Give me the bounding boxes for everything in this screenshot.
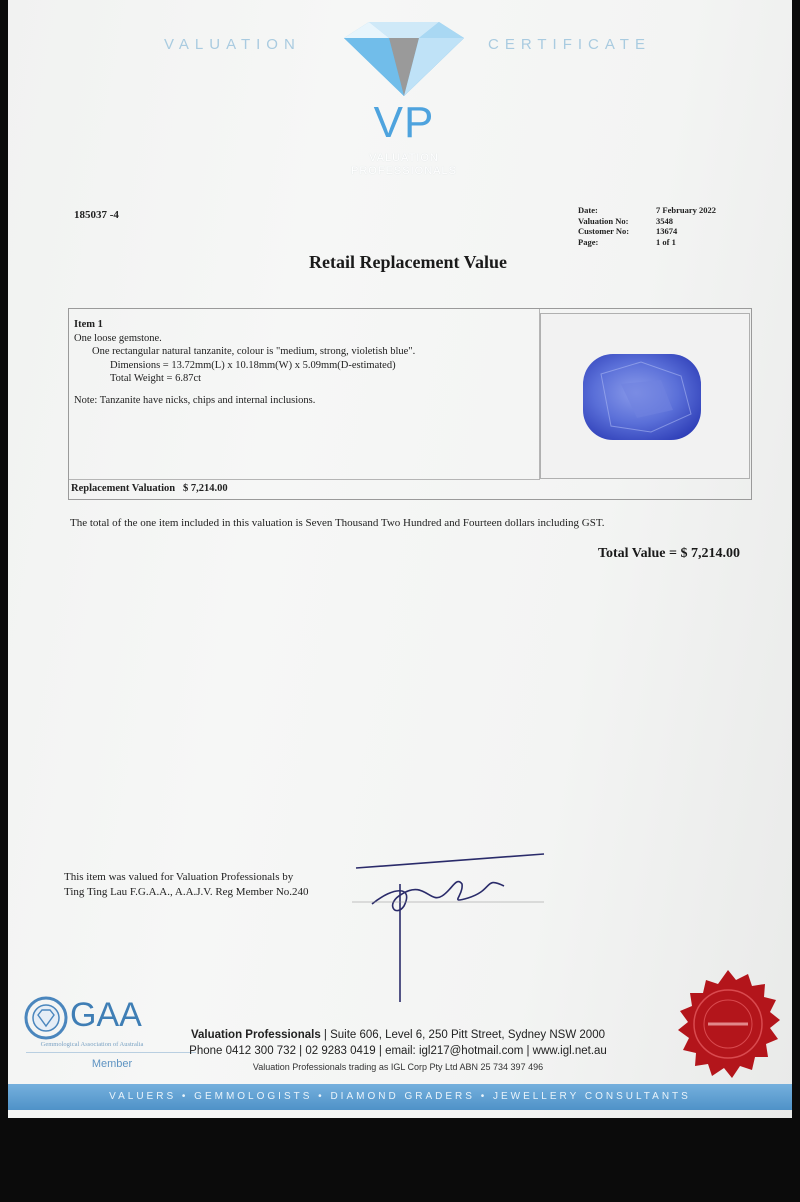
meta-label: Date:	[578, 205, 598, 215]
certificate-page	[8, 0, 792, 1118]
logo-sub-valuation: VALUATION	[369, 152, 439, 164]
meta-value: 3548	[656, 215, 673, 226]
signature-image	[344, 846, 574, 1006]
diamond-icon	[334, 18, 474, 98]
item-description-box	[69, 309, 540, 480]
gaa-emblem-icon	[24, 996, 68, 1040]
gaa-name: GAA	[70, 996, 142, 1034]
gemstone-photo	[540, 313, 750, 479]
total-value: Total Value = $ 7,214.00	[597, 546, 740, 561]
valuer-line-1: This item was valued for Valuation Professionals by	[64, 871, 294, 883]
services-band: VALUERS • GEMMOLOGISTS • DIAMOND GRADERS • JEWELLERY CONSULTANTS	[8, 1084, 792, 1110]
meta-value: 1 of 1	[656, 236, 676, 247]
meta-row-page	[578, 237, 716, 248]
item-box	[68, 308, 752, 500]
header-right-word: CERTIFICATE	[488, 36, 651, 53]
header-left-word: VALUATION	[164, 36, 301, 53]
item-line-1: One loose gemstone.	[74, 332, 162, 344]
gaa-member-logo	[22, 996, 162, 1076]
meta-label: Page:	[578, 236, 599, 247]
valuer-line-2: Ting Ting Lau F.G.A.A., A.A.J.V. Reg Member No.240	[64, 886, 309, 898]
replacement-label: Replacement Valuation	[71, 483, 176, 494]
meta-value: 13674	[656, 226, 678, 236]
item-line-2: One rectangular natural tanzanite, colour is "medium, strong, violetish blue".	[92, 346, 416, 357]
gaa-subtitle: Gemmological Association of Australia	[40, 1041, 144, 1048]
footer-contact: Phone 0412 300 732 | 02 9283 0419 | email: igl217@hotmail.com | www.igl.net.au	[189, 1045, 607, 1057]
tanzanite-gem-icon	[541, 314, 749, 478]
meta-label: Customer No:	[578, 226, 630, 236]
footer-street: | Suite 606, Level 6, 250 Pitt Street, Sydney NSW 2000	[323, 1029, 605, 1041]
item-line-3: Dimensions = 13.72mm(L) x 10.18mm(W) x 5.09mm(D-estimated)	[110, 359, 396, 371]
total-description: The total of the one item included in this valuation is Seven Thousand Two Hundred and Fourteen dollars including GST.	[70, 517, 605, 529]
footer-address	[158, 1027, 638, 1059]
item-description	[74, 318, 415, 407]
item-line-4: Total Weight = 6.87ct	[110, 373, 202, 384]
meta-block	[578, 205, 716, 247]
reference-number: 185037 -4	[74, 209, 119, 221]
meta-row-date	[578, 205, 716, 216]
gaa-member-label: Member	[91, 1058, 133, 1070]
vp-logo	[334, 18, 474, 188]
meta-value: 7 February 2022	[656, 205, 716, 215]
meta-label: Valuation No:	[578, 215, 629, 226]
item-note: Note: Tanzanite have nicks, chips and internal inclusions.	[74, 394, 316, 406]
meta-row-valuation	[578, 216, 716, 227]
page-title: Retail Replacement Value	[309, 252, 507, 272]
replacement-valuation	[71, 483, 228, 494]
footer-company: Valuation Professionals	[190, 1029, 321, 1041]
logo-sub-professionals: PROFESSIONALS	[351, 165, 457, 177]
meta-row-customer	[578, 226, 716, 237]
replacement-value: $ 7,214.00	[183, 483, 228, 494]
footer-trading: Valuation Professionals trading as IGL Corp Pty Ltd ABN 25 734 397 496	[252, 1062, 544, 1072]
valuer-statement	[64, 870, 309, 900]
red-wax-seal-icon	[668, 966, 788, 1086]
item-heading: Item 1	[74, 319, 103, 330]
logo-initials: VP	[373, 98, 435, 147]
footer-address-line	[158, 1027, 638, 1043]
